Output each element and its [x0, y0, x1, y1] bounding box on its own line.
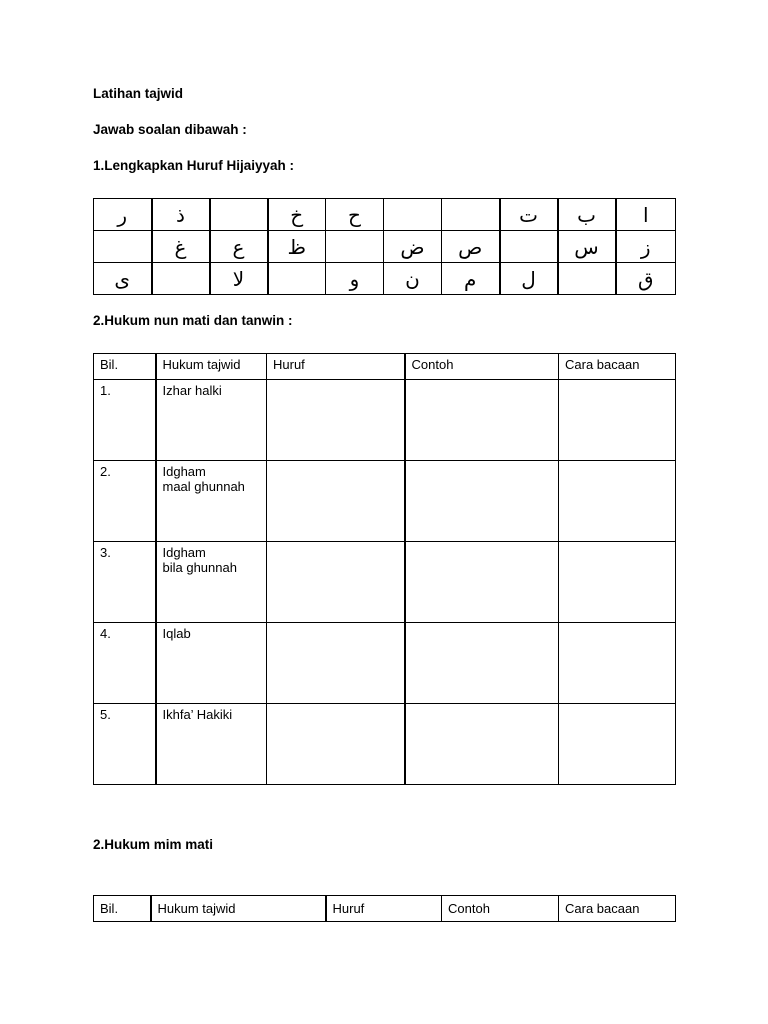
huruf-cell: ص [442, 231, 500, 263]
cara-bacaan-answer-cell [559, 380, 676, 461]
hukum-text: Izhar halki [162, 383, 222, 398]
huruf-cell: غ [152, 231, 210, 263]
column-header-bil: Bil. [94, 896, 151, 922]
hukum-text: bila ghunnah [162, 560, 237, 575]
cara-bacaan-answer-cell [559, 704, 676, 785]
column-header-hukum: Hukum tajwid [156, 354, 267, 380]
huruf-row [94, 231, 676, 263]
huruf-cell: ع [210, 231, 268, 263]
huruf-cell [384, 199, 442, 231]
huruf-cell: ح [326, 199, 384, 231]
huruf-cell: ر [94, 199, 152, 231]
huruf-cell [268, 263, 326, 295]
huruf-answer-cell [267, 623, 405, 704]
instruction-text: Jawab soalan dibawah : [93, 122, 247, 137]
huruf-cell: خ [268, 199, 326, 231]
huruf-answer-cell [267, 542, 405, 623]
bil-cell: 1. [94, 380, 156, 461]
table-row [94, 623, 676, 704]
contoh-answer-cell [405, 461, 559, 542]
document-title: Latihan tajwid [93, 86, 184, 101]
table-row [94, 542, 676, 623]
huruf-cell: ا [616, 199, 676, 231]
contoh-answer-cell [405, 380, 559, 461]
table-row [94, 380, 676, 461]
column-header-cara-bacaan: Cara bacaan [559, 354, 676, 380]
huruf-cell: ت [500, 199, 558, 231]
mim-mati-table [93, 895, 676, 922]
contoh-answer-cell [405, 542, 559, 623]
huruf-cell [210, 199, 268, 231]
table-row [94, 704, 676, 785]
hukum-text: maal ghunnah [162, 479, 245, 494]
huruf-cell: ذ [152, 199, 210, 231]
huruf-cell: ض [384, 231, 442, 263]
huruf-cell [94, 231, 152, 263]
huruf-cell: س [558, 231, 616, 263]
hukum-cell [156, 380, 267, 461]
section3-heading: 2.Hukum mim mati [93, 837, 214, 852]
huruf-answer-cell [267, 704, 405, 785]
hukum-cell [156, 704, 267, 785]
cara-bacaan-answer-cell [559, 623, 676, 704]
huruf-cell [152, 263, 210, 295]
nun-mati-table [93, 353, 676, 785]
huruf-row [94, 199, 676, 231]
huruf-cell [558, 263, 616, 295]
hukum-text: Idgham [162, 464, 206, 479]
huruf-cell: لا [210, 263, 268, 295]
contoh-answer-cell [405, 704, 559, 785]
hukum-cell [156, 542, 267, 623]
hukum-text: Idgham [162, 545, 206, 560]
huruf-cell: ى [94, 263, 152, 295]
cara-bacaan-answer-cell [559, 461, 676, 542]
bil-cell: 2. [94, 461, 156, 542]
section2-heading: 2.Hukum nun mati dan tanwin : [93, 313, 293, 328]
huruf-cell: ن [384, 263, 442, 295]
bil-cell: 4. [94, 623, 156, 704]
hukum-text: Ikhfa’ Hakiki [162, 707, 233, 722]
huruf-cell [500, 231, 558, 263]
column-header-cara-bacaan: Cara bacaan [559, 896, 676, 922]
hukum-text: Iqlab [162, 626, 191, 641]
huruf-cell: ق [616, 263, 676, 295]
column-header-huruf: Huruf [267, 354, 405, 380]
huruf-cell: ظ [268, 231, 326, 263]
hukum-cell [156, 623, 267, 704]
column-header-huruf: Huruf [326, 896, 442, 922]
huruf-cell: م [442, 263, 500, 295]
huruf-cell [442, 199, 500, 231]
column-header-contoh: Contoh [405, 354, 559, 380]
column-header-contoh: Contoh [442, 896, 559, 922]
table-row [94, 461, 676, 542]
contoh-answer-cell [405, 623, 559, 704]
column-header-hukum: Hukum tajwid [151, 896, 326, 922]
huruf-answer-cell [267, 461, 405, 542]
huruf-cell [326, 231, 384, 263]
huruf-cell: ز [616, 231, 676, 263]
table-header-row [94, 896, 676, 922]
huruf-hijaiyyah-table [93, 198, 676, 295]
huruf-answer-cell [267, 380, 405, 461]
huruf-cell: ل [500, 263, 558, 295]
bil-cell: 3. [94, 542, 156, 623]
huruf-row [94, 263, 676, 295]
bil-cell: 5. [94, 704, 156, 785]
table-header-row [94, 354, 676, 380]
column-header-bil: Bil. [94, 354, 156, 380]
hukum-cell [156, 461, 267, 542]
section1-heading: 1.Lengkapkan Huruf Hijaiyyah : [93, 158, 295, 173]
huruf-cell: ب [558, 199, 616, 231]
cara-bacaan-answer-cell [559, 542, 676, 623]
huruf-cell: و [326, 263, 384, 295]
